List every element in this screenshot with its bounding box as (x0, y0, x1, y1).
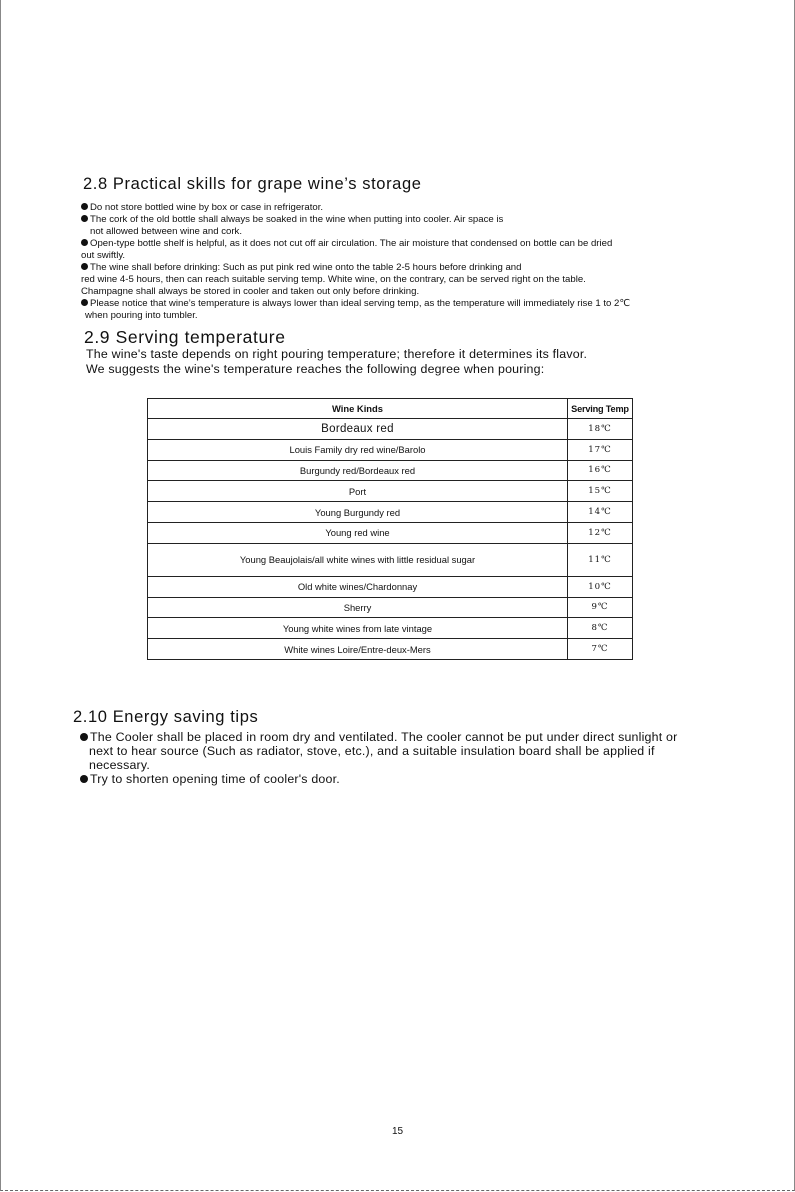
serving-temp-cell: 9℃ (568, 597, 633, 618)
table-row (148, 460, 633, 481)
storage-tip-4: The wine shall before drinking: Such as put pink red wine onto the table 2-5 hours before drinking and (81, 262, 521, 273)
storage-tip-2-cont: not allowed between wine and cork. (90, 226, 242, 237)
wine-kind-cell: White wines Loire/Entre-deux-Mers (148, 639, 568, 660)
storage-tip-5: Please notice that wine’s temperature is always lower than ideal serving temp, as the temperature will immediately rise 1 to 2℃ (81, 298, 630, 309)
energy-tip-1-cont-2: necessary. (89, 758, 150, 772)
table-header-row (148, 399, 633, 419)
energy-tip-2: Try to shorten opening time of cooler's door. (80, 772, 340, 786)
storage-tip-3: Open-type bottle shelf is helpful, as it does not cut off air circulation. The air moisture that condensed on bottle can be dried (81, 238, 612, 249)
table-row (148, 439, 633, 460)
page-number: 15 (392, 1126, 404, 1137)
storage-tip-3-cont: out swiftly. (81, 250, 126, 261)
energy-tip-1: The Cooler shall be placed in room dry and ventilated. The cooler cannot be put under direct sunlight or (80, 730, 677, 744)
serving-temp-cell: 7℃ (568, 639, 633, 660)
table-row (148, 419, 633, 440)
wine-kind-cell: Young Beaujolais/all white wines with little residual sugar (148, 543, 568, 576)
storage-tip-2: The cork of the old bottle shall always be soaked in the wine when putting into cooler. Air space is (81, 214, 503, 225)
energy-tip-1-cont-1: next to hear source (Such as radiator, stove, etc.), and a suitable insulation board shall be applied if (89, 744, 655, 758)
table-row (148, 597, 633, 618)
serving-temp-cell: 16℃ (568, 460, 633, 481)
wine-kind-cell: Young Burgundy red (148, 502, 568, 523)
serving-intro-2: We suggests the wine's temperature reaches the following degree when pouring: (86, 362, 545, 376)
section-2-10-title: 2.10 Energy saving tips (73, 708, 259, 726)
serving-temp-cell: 10℃ (568, 576, 633, 597)
section-2-8-title: 2.8 Practical skills for grape wine’s storage (83, 175, 422, 193)
serving-temp-cell: 14℃ (568, 502, 633, 523)
serving-temp-cell: 15℃ (568, 481, 633, 502)
table-row (148, 618, 633, 639)
wine-kind-cell: Young white wines from late vintage (148, 618, 568, 639)
table-row (148, 481, 633, 502)
storage-tip-1: Do not store bottled wine by box or case in refrigerator. (81, 202, 323, 213)
table-row (148, 543, 633, 576)
section-2-9-title: 2.9 Serving temperature (84, 327, 286, 347)
wine-kind-cell: Port (148, 481, 568, 502)
storage-tip-4-cont-1: red wine 4-5 hours, then can reach suitable serving temp. White wine, on the contrary, can be served right on the table. (81, 274, 586, 285)
wine-kind-cell: Louis Family dry red wine/Barolo (148, 439, 568, 460)
table-row (148, 502, 633, 523)
serving-temp-cell: 11℃ (568, 543, 633, 576)
serving-temp-cell: 18℃ (568, 419, 633, 440)
wine-kind-cell: Bordeaux red (148, 419, 568, 440)
header-serving-temp: Serving Temp (568, 399, 633, 419)
table-row (148, 639, 633, 660)
wine-kind-cell: Old white wines/Chardonnay (148, 576, 568, 597)
header-wine-kinds: Wine Kinds (148, 399, 568, 419)
serving-temp-cell: 8℃ (568, 618, 633, 639)
storage-tip-4-cont-2: Champagne shall always be stored in cooler and taken out only before drinking. (81, 286, 420, 297)
storage-tip-5-cont: when pouring into tumbler. (85, 310, 198, 321)
wine-kind-cell: Sherry (148, 597, 568, 618)
serving-temperature-table (147, 398, 633, 660)
table-row (148, 522, 633, 543)
wine-kind-cell: Young red wine (148, 522, 568, 543)
wine-kind-cell: Burgundy red/Bordeaux red (148, 460, 568, 481)
table-row (148, 576, 633, 597)
serving-temp-cell: 17℃ (568, 439, 633, 460)
serving-temp-cell: 12℃ (568, 522, 633, 543)
serving-intro-1: The wine's taste depends on right pouring temperature; therefore it determines its flavor. (86, 347, 588, 361)
